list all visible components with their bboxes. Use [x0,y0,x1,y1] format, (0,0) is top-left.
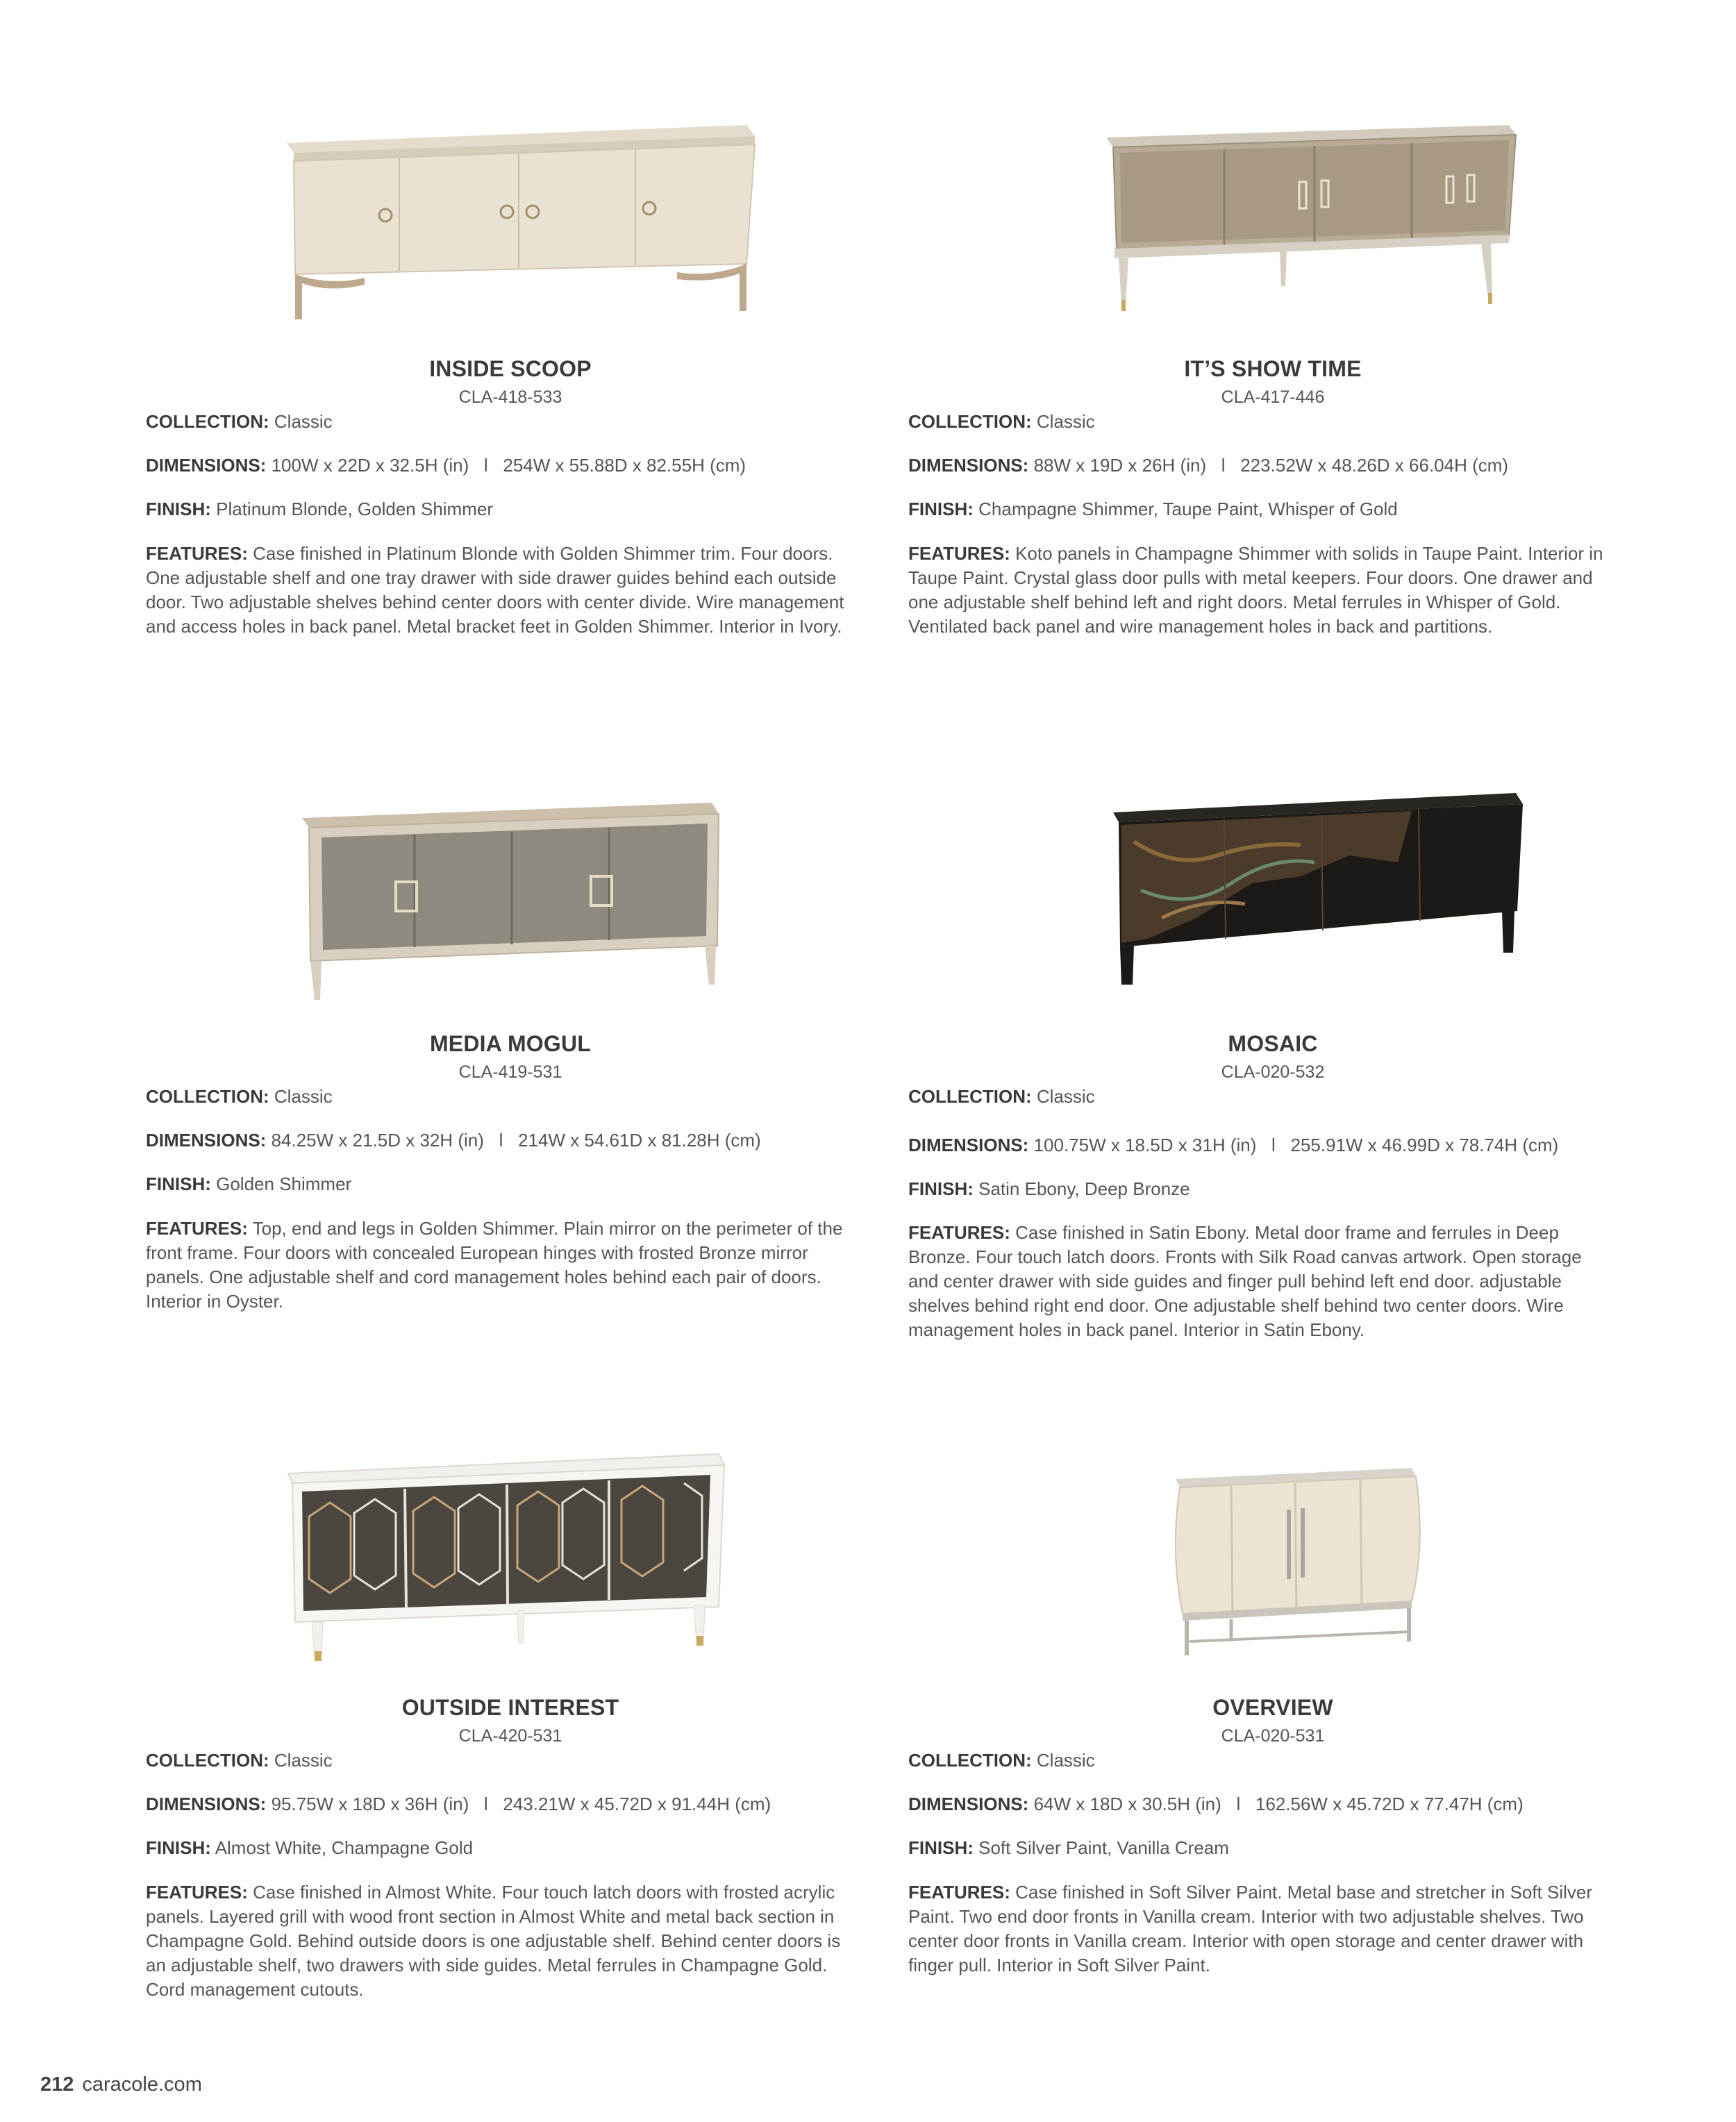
dimensions-label: DIMENSIONS: [908,455,1029,476]
finish-line [146,497,854,521]
features-paragraph [908,542,1617,639]
collection-label: COLLECTION: [146,1086,269,1107]
dimensions-line [146,453,854,478]
collection-value: Classic [274,1086,333,1107]
finish-line [908,1177,1617,1201]
finish-value: Golden Shimmer [216,1173,352,1194]
finish-label: FINISH: [908,499,974,519]
product-sku: CLA-020-532 [1221,1062,1325,1082]
dimensions-label: DIMENSIONS: [146,1130,267,1151]
finish-value: Almost White, Champagne Gold [215,1837,474,1858]
dimensions-label: DIMENSIONS: [908,1135,1029,1155]
product-title: IT’S SHOW TIME [1184,356,1362,381]
collection-line [908,1748,1617,1773]
collection-line [908,1085,1617,1109]
collection-value: Classic [1036,411,1095,432]
finish-label: FINISH: [146,1173,211,1194]
product-title: OUTSIDE INTEREST [401,1695,619,1720]
product-image [908,779,1637,1015]
credenza-illustration [1023,1440,1523,1669]
collection-label: COLLECTION: [146,411,269,432]
features-value: Top, end and legs in Golden Shimmer. Plain mirror on the perimeter of the front frame. Four doors with concealed European hinges with frosted Bronze mirror panels. One adjustable shelf and cord management holes behind each pair of doors. Interior in Oyster. [146,1218,843,1312]
product-title: MEDIA MOGUL [429,1031,592,1056]
collection-label: COLLECTION: [908,1750,1032,1771]
features-paragraph [146,542,854,639]
features-value: Case finished in Platinum Blonde with Golden Shimmer trim. Four doors. One adjustable shelf and one tray drawer with side drawer guides behind each outside door. Two adjustable shelves behind center doors with center divide. Wire management and access holes in back panel. Metal bracket feet in Golden Shimmer. Interior in Ivory. [146,543,844,637]
page-footer [40,2073,202,2096]
features-paragraph [146,1217,854,1314]
finish-label: FINISH: [146,499,211,519]
finish-value: Satin Ebony, Deep Bronze [978,1178,1190,1199]
dimensions-line [908,1792,1617,1816]
dimensions-line [146,1792,854,1816]
finish-line [146,1172,854,1196]
product-image [146,104,875,340]
finish-value: Champagne Shimmer, Taupe Paint, Whisper of Gold [978,499,1398,519]
product-sku: CLA-420-531 [458,1726,562,1746]
features-value: Case finished in Satin Ebony. Metal door frame and ferrules in Deep Bronze. Four touch latch doors. Fronts with Silk Road canvas artwork. Open storage and center drawer with side guides and finger pull behind left end door. adjustable shelves behind right end door. One adjustable shelf behind two center doors. Wire management holes in back panel. Interior in Satin Ebony. [908,1222,1582,1340]
finish-value: Platinum Blonde, Golden Shimmer [216,499,493,519]
features-label: FEATURES: [146,1218,248,1239]
dimensions-value: 84.25W x 21.5D x 32H (in) l 214W x 54.61D x 81.28H (cm) [271,1130,761,1151]
finish-label: FINISH: [146,1837,211,1858]
collection-line [146,1085,854,1109]
finish-line [908,1836,1617,1860]
credenza-illustration [260,779,760,1008]
product-sku: CLA-417-446 [1221,387,1325,407]
collection-line [146,1748,854,1773]
product-image [908,104,1637,340]
dimensions-label: DIMENSIONS: [908,1794,1029,1814]
product-image [146,1440,875,1676]
collection-label: COLLECTION: [146,1750,269,1771]
collection-line [908,410,1617,434]
product-sku: CLA-419-531 [458,1062,562,1082]
credenza-illustration [1023,779,1523,1008]
collection-value: Classic [1036,1086,1095,1107]
features-value: Case finished in Almost White. Four touch latch doors with frosted acrylic panels. Layered grill with wood front section in Almost White and metal back section in Champagne Gold. Behind outside doors is one adjustable shelf. Behind center doors is an adjustable shelf, two drawers with side guides. Metal ferrules in Champagne Gold. Cord management cutouts. [146,1882,841,2000]
finish-line [908,497,1617,521]
website-link[interactable]: caracole.com [82,2073,202,2096]
dimensions-value: 95.75W x 18D x 36H (in) l 243.21W x 45.72D x 91.44H (cm) [271,1794,771,1814]
features-paragraph [908,1880,1617,1978]
features-paragraph [908,1221,1617,1342]
features-label: FEATURES: [146,1882,248,1903]
credenza-illustration [260,104,760,333]
features-value: Case finished in Soft Silver Paint. Metal base and stretcher in Soft Silver Paint. Two end door fronts in Vanilla cream. Interior with two adjustable shelves. Two center door fronts in Vanilla cream. Interior with open storage and center drawer with finger pull. Interior in Soft Silver Paint. [908,1882,1593,1975]
finish-value: Soft Silver Paint, Vanilla Cream [978,1837,1229,1858]
product-title: INSIDE SCOOP [429,356,592,381]
dimensions-value: 64W x 18D x 30.5H (in) l 162.56W x 45.72D x 77.47H (cm) [1033,1794,1524,1814]
collection-label: COLLECTION: [908,411,1032,432]
finish-label: FINISH: [908,1178,974,1199]
product-sku: CLA-020-531 [1221,1726,1325,1746]
product-title: MOSAIC [1228,1031,1318,1056]
page-number: 212 [40,2073,74,2096]
finish-line [146,1836,854,1860]
dimensions-line [146,1128,854,1153]
collection-line [146,410,854,434]
collection-label: COLLECTION: [908,1086,1032,1107]
dimensions-value: 88W x 19D x 26H (in) l 223.52W x 48.26D x 66.04H (cm) [1033,455,1509,476]
product-title: OVERVIEW [1212,1695,1333,1720]
features-label: FEATURES: [146,543,248,564]
dimensions-line [908,453,1617,478]
dimensions-value: 100W x 22D x 32.5H (in) l 254W x 55.88D x 82.55H (cm) [271,455,746,476]
features-paragraph [146,1880,854,2002]
collection-value: Classic [1036,1750,1095,1771]
collection-value: Classic [274,411,333,432]
features-label: FEATURES: [908,1882,1010,1903]
credenza-illustration [1023,104,1523,333]
features-label: FEATURES: [908,1222,1010,1243]
product-sku: CLA-418-533 [458,387,562,407]
dimensions-value: 100.75W x 18.5D x 31H (in) l 255.91W x 46.99D x 78.74H (cm) [1033,1135,1559,1155]
finish-label: FINISH: [908,1837,974,1858]
features-value: Koto panels in Champagne Shimmer with solids in Taupe Paint. Interior in Taupe Paint. Crystal glass door pulls with metal keepers. Four doors. One drawer and one adjustable shelf behind left and right doors. Metal ferrules in Whisper of Gold. Ventilated back panel and wire management holes in back and partitions. [908,543,1603,637]
product-image [146,779,875,1015]
dimensions-line [908,1133,1617,1158]
collection-value: Classic [274,1750,333,1771]
features-label: FEATURES: [908,543,1010,564]
credenza-illustration [260,1440,760,1669]
dimensions-label: DIMENSIONS: [146,1794,267,1814]
dimensions-label: DIMENSIONS: [146,455,267,476]
product-image [908,1440,1637,1676]
